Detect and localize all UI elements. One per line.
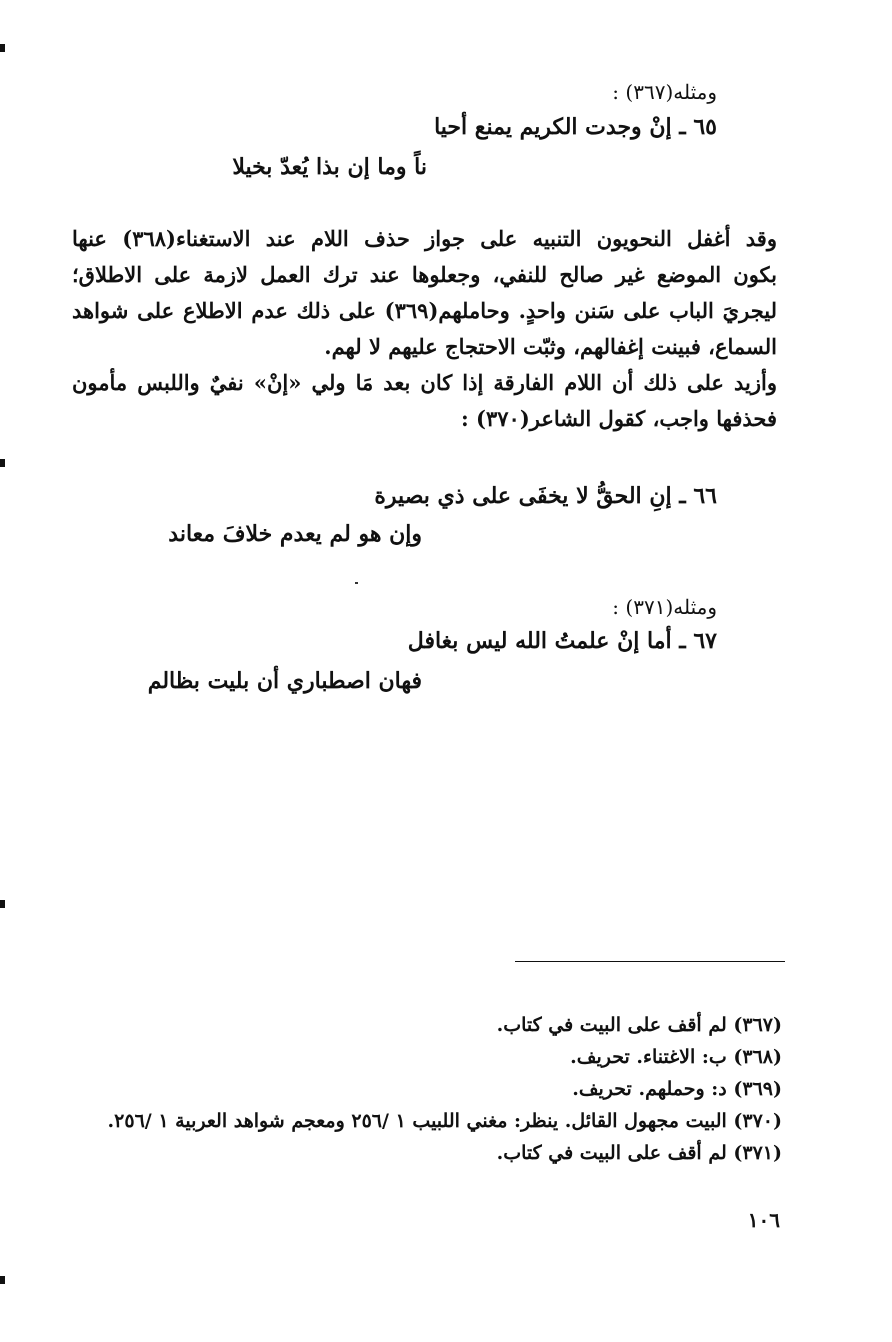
paragraph2-line: فحذفها واجب، كقول الشاعر(٣٧٠) :: [460, 406, 777, 431]
section1-intro: ومثله(٣٦٧) :: [612, 80, 717, 104]
footnote: (٣٧١) لم أقف على البيت في كتاب.: [496, 1142, 782, 1164]
verse-65-first-hemistich: ٦٥ ـ إنْ وجدت الكريم يمنع أحيا: [434, 114, 717, 140]
scan-edge-mark: [0, 459, 5, 467]
footnote-separator: [515, 961, 785, 962]
footnote: (٣٦٨) ب: الاغتناء. تحريف.: [570, 1046, 782, 1068]
footnote: (٣٦٧) لم أقف على البيت في كتاب.: [496, 1014, 782, 1036]
paragraph1-line: السماع، فبينت إغفالهم، وثبّت الاحتجاج عليهم لا لهم.: [324, 334, 777, 359]
scan-edge-mark: [0, 900, 5, 908]
scan-speck: [355, 582, 358, 584]
scan-edge-mark: [0, 44, 5, 52]
verse-67-first-hemistich: ٦٧ ـ أما إنْ علمتُ الله ليس بغافل: [407, 628, 717, 654]
footnote: (٣٦٩) د: وحملهم. تحريف.: [572, 1078, 782, 1100]
paragraph1-line: ليجريَ الباب على سَنن واحدٍ. وحاملهم(٣٦٩) على ذلك عدم الاطلاع على شواهد: [72, 298, 777, 323]
verse-65-second-hemistich: ناً وما إن بذا يُعدّ بخيلا: [232, 154, 427, 180]
paragraph1-line: وقد أغفل النحويون التنبيه على جواز حذف اللام عند الاستغناء(٣٦٨) عنها: [72, 226, 777, 251]
section3-intro: ومثله(٣٧١) :: [612, 595, 717, 619]
paragraph1-line: بكون الموضع غير صالح للنفي، وجعلوها عند ترك العمل لازمة على الاطلاق؛: [72, 262, 777, 287]
verse-66-second-hemistich: وإن هو لم يعدم خلافَ معاند: [168, 521, 422, 547]
paragraph2-line: وأزيد على ذلك أن اللام الفارقة إذا كان بعد مَا ولي «إنْ» نفيٌ واللبس مأمون: [72, 370, 777, 395]
footnote: (٣٧٠) البيت مجهول القائل. ينظر: مغني اللبيب ١ /٢٥٦ ومعجم شواهد العربية ١ /٢٥٦.: [107, 1110, 782, 1132]
scan-edge-mark: [0, 1276, 5, 1284]
page-number: ١٠٦: [747, 1208, 780, 1232]
verse-66-first-hemistich: ٦٦ ـ إنِ الحقُّ لا يخفَى على ذي بصيرة: [374, 483, 717, 509]
verse-67-second-hemistich: فهان اصطباري أن بليت بظالم: [147, 668, 422, 694]
